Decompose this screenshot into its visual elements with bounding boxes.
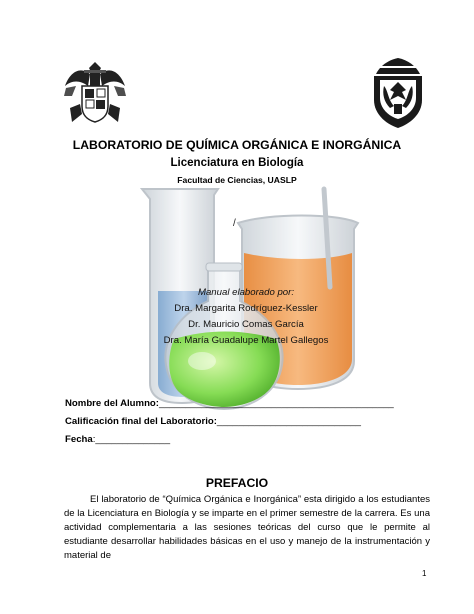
credits-intro: Manual elaborado por: (197, 287, 294, 298)
date-line: :______________ (92, 434, 171, 445)
program-subtitle: Licenciatura en Biología (170, 157, 304, 169)
stray-mark: / (233, 218, 236, 229)
faculty-name: Facultad de Ciencias, UASLP (177, 175, 297, 185)
preface-paragraph: El laboratorio de “Química Orgánica e Inorgánica” esta dirigido a los estudiantes de la Licenciatura en Biología y se imparte en el primer semestre de la carrera. Es una actividad complementaria a las sesiones teóricas del curso que le permite al estudiante desarrollar habilidades básicas en el uso y manejo de la instrumentación y material de (64, 494, 430, 561)
document-title: LABORATORIO DE QUÍMICA ORGÁNICA E INORGÁNICA (72, 138, 402, 152)
author-name: Dra. Margarita Rodríguez-Kessler (174, 303, 318, 314)
student-name-field (65, 398, 394, 409)
author-name: Dr. Mauricio Comas García (188, 319, 304, 330)
date-field (65, 434, 170, 445)
student-name-label: Nombre del Alumno: (65, 398, 159, 409)
student-name-line: ____________________________________________ (158, 398, 394, 409)
preface-heading: PREFACIO (205, 476, 269, 490)
university-crest-logo (62, 56, 128, 128)
author-name: Dra. María Guadalupe Martel Gallegos (163, 335, 329, 346)
final-grade-field (65, 416, 361, 427)
page-number: 1 (422, 569, 427, 578)
faculty-eagle-logo (368, 56, 428, 130)
final-grade-label: Calificación final del Laboratorio: (65, 416, 217, 427)
date-label: Fecha (65, 434, 93, 445)
final-grade-line: ___________________________ (216, 416, 361, 427)
